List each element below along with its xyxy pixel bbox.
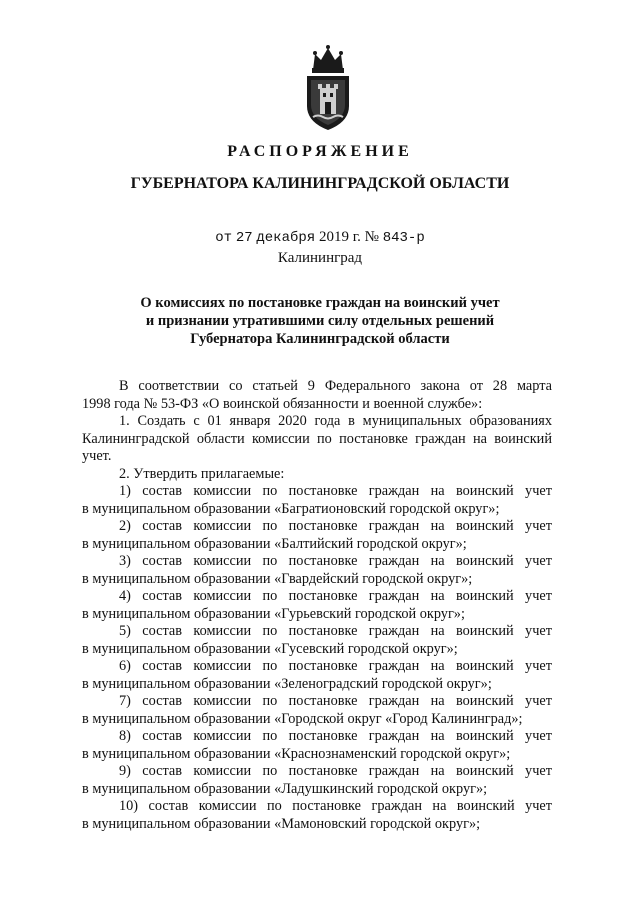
list-item-line: в муниципальном образовании «Краснознаменский городской округ»; bbox=[82, 745, 511, 762]
list-item-line: 7) состав комиссии по постановке граждан на воинский учет bbox=[119, 693, 552, 709]
heading-line: и признании утратившими силу отдельных решений bbox=[145, 313, 495, 329]
list-item-line: 9) состав комиссии по постановке граждан на воинский учет bbox=[119, 763, 552, 779]
list-item-line: в муниципальном образовании «Багратионовский городской округ»; bbox=[82, 500, 500, 517]
list-item-line: в муниципальном образовании «Балтийский городской округ»; bbox=[82, 535, 467, 552]
list-item bbox=[82, 483, 552, 518]
list-item-line: 5) состав комиссии по постановке граждан на воинский учет bbox=[119, 623, 552, 639]
document-heading bbox=[100, 294, 540, 348]
coat-of-arms-icon bbox=[301, 44, 355, 132]
heading-line: О комиссиях по постановке граждан на воинский учет bbox=[140, 295, 500, 311]
number-sign: № bbox=[364, 229, 379, 245]
list-item bbox=[82, 763, 552, 798]
date-day: 27 bbox=[235, 230, 253, 246]
document-date-number bbox=[0, 229, 640, 246]
list-item-line: 10) состав комиссии по постановке граждан на воинский учет bbox=[119, 798, 552, 814]
document-issuer: ГУБЕРНАТОРА КАЛИНИНГРАДСКОЙ ОБЛАСТИ bbox=[130, 175, 510, 192]
list-item-line: в муниципальном образовании «Гурьевский городской округ»; bbox=[82, 605, 465, 622]
list-item-line: в муниципальном образовании «Гусевский городской округ»; bbox=[82, 640, 458, 657]
document-number: 843-р bbox=[382, 230, 425, 246]
paragraph-line: В соответствии со статьей 9 Федерального закона от 28 марта bbox=[119, 378, 552, 394]
list-item-line: в муниципальном образовании «Мамоновский городской округ»; bbox=[82, 815, 481, 832]
list-item bbox=[82, 553, 552, 588]
paragraph-line: 2. Утвердить прилагаемые: bbox=[119, 465, 285, 482]
list-item-line: 6) состав комиссии по постановке граждан на воинский учет bbox=[119, 658, 552, 674]
list-item bbox=[82, 588, 552, 623]
list-item bbox=[82, 798, 552, 833]
list-item bbox=[82, 693, 552, 728]
heading-line: Губернатора Калининградской области bbox=[190, 331, 450, 347]
paragraph-line: 1998 года № 53-ФЗ «О воинской обязанности и военной службе»: bbox=[82, 395, 483, 412]
list-item-line: в муниципальном образовании «Гвардейский городской округ»; bbox=[82, 570, 473, 587]
list-item-line: 2) состав комиссии по постановке граждан на воинский учет bbox=[119, 518, 552, 534]
list-item-line: в муниципальном образовании «Ладушкинский городской округ»; bbox=[82, 780, 488, 797]
date-prefix: от bbox=[215, 230, 233, 246]
list-item-line: 4) состав комиссии по постановке граждан на воинский учет bbox=[119, 588, 552, 604]
paragraph-line: Калининградской области комиссии по постановке граждан на воинский bbox=[82, 430, 552, 447]
paragraph-line: учет. bbox=[82, 448, 112, 464]
list-item bbox=[82, 518, 552, 553]
list-item-line: в муниципальном образовании «Городской округ «Город Калининград»; bbox=[82, 710, 523, 727]
list-item bbox=[82, 658, 552, 693]
document-city: Калининград bbox=[277, 250, 363, 266]
list-item-line: 1) состав комиссии по постановке граждан на воинский учет bbox=[119, 483, 552, 499]
list-item-line: в муниципальном образовании «Зеленоградский городской округ»; bbox=[82, 675, 492, 692]
list-item bbox=[82, 623, 552, 658]
paragraph-line: 1. Создать с 01 января 2020 года в муниципальных образованиях bbox=[119, 413, 552, 429]
list-item-line: 8) состав комиссии по постановке граждан на воинский учет bbox=[119, 728, 552, 744]
list-item bbox=[82, 728, 552, 763]
date-year: 2019 г. bbox=[318, 229, 361, 245]
document-body bbox=[82, 378, 552, 833]
date-month: декабря bbox=[256, 230, 316, 246]
document-title: РАСПОРЯЖЕНИЕ bbox=[227, 143, 413, 160]
list-item-line: 3) состав комиссии по постановке граждан на воинский учет bbox=[119, 553, 552, 569]
